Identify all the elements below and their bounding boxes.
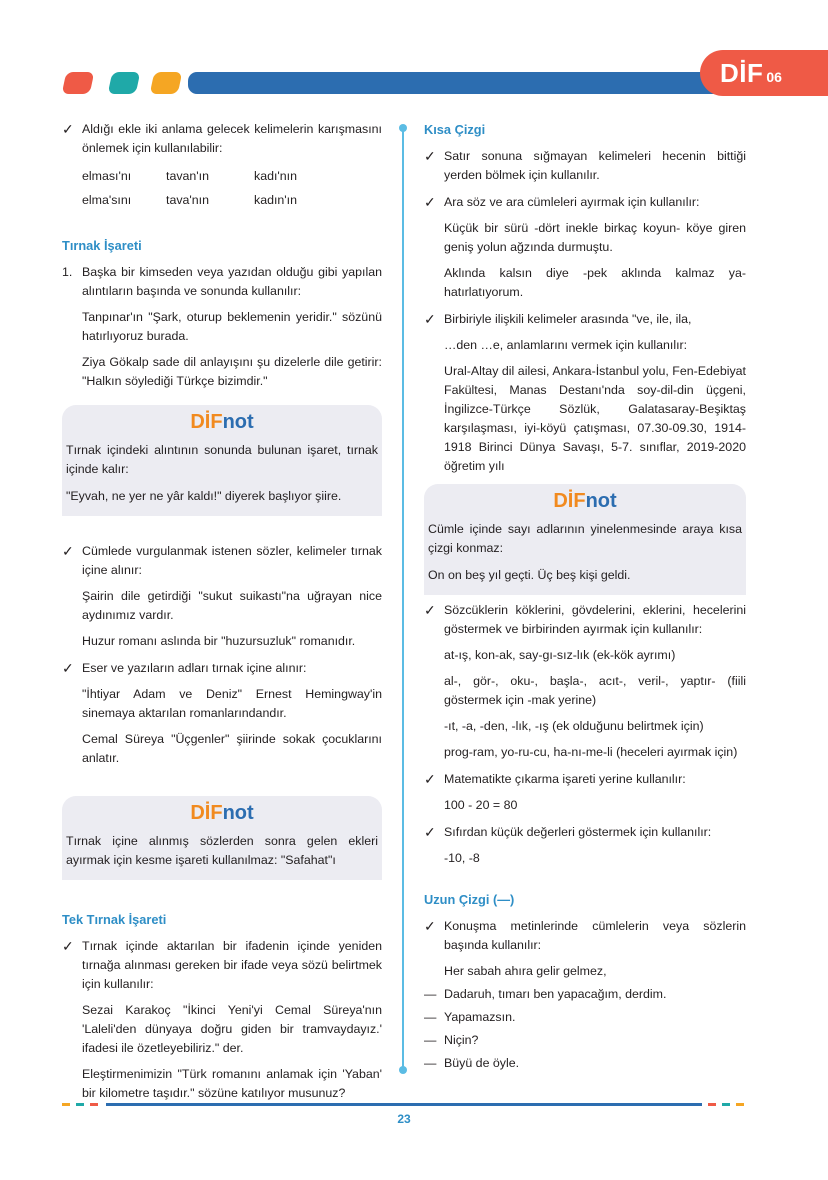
check-icon: ✓ xyxy=(62,938,74,954)
footer-line xyxy=(106,1103,702,1106)
example-text: -ıt, -a, -den, -lık, -ış (ek olduğunu belirtmek için) xyxy=(444,719,704,733)
table-cell: tavan'ın xyxy=(166,168,210,183)
example-text: Huzur romanı aslında bir "huzursuzluk" romanıdır. xyxy=(82,634,356,648)
bullet-item xyxy=(424,917,746,955)
example-text: at-ış, kon-ak, say-gı-sız-lık (ek-kök ayrımı) xyxy=(444,648,676,662)
example-text: 100 - 20 = 80 xyxy=(444,798,518,812)
check-icon: ✓ xyxy=(424,194,436,210)
header-dot-orange xyxy=(150,72,183,94)
example-text: Küçük bir sürü -dört inekle birkaç koyun- köye giren geniş yolun ağzında durmuştu. xyxy=(444,221,746,254)
bullet-item xyxy=(62,937,382,994)
bullet-text: Ara söz ve ara cümleleri ayırmak için kullanılır: xyxy=(444,195,700,209)
section-heading-kisa-cizgi: Kısa Çizgi xyxy=(424,122,486,137)
example-text: …den …e, anlamlarını vermek için kullanılır: xyxy=(444,338,688,352)
brand-badge xyxy=(700,50,828,96)
check-icon: ✓ xyxy=(62,121,74,137)
check-icon: ✓ xyxy=(424,602,436,618)
check-icon: ✓ xyxy=(424,918,436,934)
bullet-text: Eser ve yazıların adları tırnak içine alınır: xyxy=(82,661,307,675)
bullet-text: Sözcüklerin köklerini, gövdelerini, eklerini, hecelerini göstermek ve birbirinden ayırmak için kullanılır: xyxy=(444,603,746,636)
brand-title: DİF xyxy=(720,57,764,88)
table-cell: elma'sını xyxy=(82,192,132,207)
bullet-text: Konuşma metinlerinde cümlelerin veya sözlerin başında kullanılır: xyxy=(444,919,746,952)
note-example: On on beş yıl geçti. Üç beş kişi geldi. xyxy=(428,568,631,582)
bullet-item xyxy=(424,310,746,329)
divider-dot-top xyxy=(399,124,407,132)
table-cell: tava'nın xyxy=(166,192,210,207)
footer-accent-red xyxy=(708,1103,716,1106)
example-text: Eleştirmenimizin "Türk romanını anlamak için 'Yaban' bir kilometre taşıdır." sözüne katılıyor musunuz? xyxy=(82,1067,382,1100)
divider-dot-bottom xyxy=(399,1066,407,1074)
table-cell: elması'nı xyxy=(82,168,132,183)
dash-mark: — xyxy=(424,1010,437,1024)
dialog-line xyxy=(424,1008,746,1027)
example-text: Ziya Gökalp sade dil anlayışını şu dizelerle dile getirir: "Halkın söylediği Türkçe bizimdir." xyxy=(82,355,382,388)
check-icon: ✓ xyxy=(424,824,436,840)
bullet-text: Matematikte çıkarma işareti yerine kullanılır: xyxy=(444,772,686,786)
table-cell: kadı'nın xyxy=(254,168,298,183)
footer-accent-orange xyxy=(62,1103,70,1106)
dif-note-logo: DİFnot xyxy=(553,490,617,512)
column-divider xyxy=(402,126,404,1070)
dif-note-box xyxy=(424,484,746,595)
bullet-item xyxy=(62,542,382,580)
table-cell: kadın'ın xyxy=(254,192,298,207)
brand-number: 06 xyxy=(766,69,782,85)
footer-accent-teal xyxy=(722,1103,730,1106)
check-icon: ✓ xyxy=(424,148,436,164)
table-row xyxy=(82,164,382,188)
example-text: Şairin dile getirdiği "sukut suikastı"na uğrayan nice aydınımız vardır. xyxy=(82,589,382,622)
dialog-text: Dadaruh, tımarı ben yapacağım, derdim. xyxy=(444,987,667,1001)
bullet-text: Cümlede vurgulanmak istenen sözler, kelimeler tırnak içine alınır: xyxy=(82,544,382,577)
dash-mark: — xyxy=(424,987,437,1001)
section-heading-tirnak: Tırnak İşareti xyxy=(62,238,142,253)
footer-accent-orange xyxy=(736,1103,744,1106)
example-text: Tanpınar'ın "Şark, oturup beklemenin yeridir." sözünü hatırlıyoruz burada. xyxy=(82,310,382,343)
example-table xyxy=(62,164,382,212)
example-text: -10, -8 xyxy=(444,851,480,865)
check-icon: ✓ xyxy=(424,311,436,327)
dialog-line xyxy=(424,1054,746,1073)
item-text: Başka bir kimseden veya yazıdan olduğu gibi yapılan alıntıların başında ve sonunda kullanılır: xyxy=(82,265,382,298)
bullet-text: Birbiriyle ilişkili kelimeler arasında "ve, ile, ila, xyxy=(444,312,692,326)
example-text: Sezai Karakoç "İkinci Yeni'yi Cemal Süreya'nın 'Laleli'den dünyaya doğru giden bir tramvaydayız.' ifadesi ile özetleyebiliriz." der. xyxy=(82,1003,382,1055)
note-text: Cümle içinde sayı adlarının yinelenmesinde araya kısa çizgi konmaz: xyxy=(428,522,742,555)
dialog-line xyxy=(424,1031,746,1050)
check-icon: ✓ xyxy=(424,771,436,787)
header-bar xyxy=(188,72,748,94)
header-dot-red xyxy=(62,72,95,94)
left-column xyxy=(62,120,382,1103)
footer-accent-teal xyxy=(76,1103,84,1106)
dialog-text: Yapamazsın. xyxy=(444,1010,516,1024)
bullet-text: Tırnak içinde aktarılan bir ifadenin içinde yeniden tırnağa alınması gereken bir ifade veya sözü belirtmek için kullanılır: xyxy=(82,939,382,991)
example-text: prog-ram, yo-ru-cu, ha-nı-me-li (heceleri ayırmak için) xyxy=(444,745,738,759)
item-number: 1. xyxy=(62,265,73,279)
bullet-text: Sıfırdan küçük değerleri göstermek için kullanılır: xyxy=(444,825,712,839)
dash-mark: — xyxy=(424,1033,437,1047)
dif-note-logo: DİFnot xyxy=(190,411,254,433)
example-text: Her sabah ahıra gelir gelmez, xyxy=(444,964,607,978)
bullet-text: Aldığı ekle iki anlama gelecek kelimelerin karışmasını önlemek için kullanılabilir: xyxy=(82,122,382,155)
check-icon: ✓ xyxy=(62,660,74,676)
dialog-text: Niçin? xyxy=(444,1033,479,1047)
bullet-item xyxy=(424,147,746,185)
bullet-text: Satır sonuna sığmayan kelimeleri hecenin bittiği yerden bölmek için kullanılır. xyxy=(444,149,746,182)
section-heading-tek-tirnak: Tek Tırnak İşareti xyxy=(62,912,167,927)
example-text: Aklında kalsın diye -pek aklında kalmaz ya- hatırlatıyorum. xyxy=(444,266,746,299)
dialog-line xyxy=(424,985,746,1004)
bullet-item xyxy=(62,659,382,678)
note-text: Tırnak içindeki alıntının sonunda bulunan işaret, tırnak içinde kalır: xyxy=(66,443,378,476)
right-column xyxy=(424,120,746,1073)
table-row xyxy=(82,188,382,212)
example-text: Ural-Altay dil ailesi, Ankara-İstanbul yolu, Fen-Edebiyat Fakültesi, Manas Destanı'nda soy-dil-din üçgeni, İngilizce-Türkçe Sözlük, Galatasaray-Beşiktaş karşılaşması, iyi-köyü çatışması, 07.30-09.30, 1914-1918 Birinci Dünya Savaşı, 5-7. sınıflar, 2019-2020 öğretim yılı xyxy=(444,364,746,473)
dialog-text: Büyü de öyle. xyxy=(444,1056,520,1070)
bullet-item xyxy=(62,120,382,158)
check-icon: ✓ xyxy=(62,543,74,559)
dif-note-box xyxy=(62,405,382,516)
example-text: al-, gör-, oku-, başla-, acıt-, veril-, yaptır- (fiili göstermek için -mak yerine) xyxy=(444,674,746,707)
dif-note-box xyxy=(62,796,382,880)
note-text: Tırnak içine alınmış sözlerden sonra gelen ekleri ayırmak için kesme işareti kullanılmaz: "Safahat"ı xyxy=(66,834,378,867)
example-text: Cemal Süreya "Üçgenler" şiirinde sokak çocuklarını anlatır. xyxy=(82,732,382,765)
dif-note-logo: DİFnot xyxy=(190,802,254,824)
section-heading-uzun-cizgi: Uzun Çizgi (—) xyxy=(424,892,515,907)
bullet-item xyxy=(424,823,746,842)
numbered-item xyxy=(62,263,382,301)
note-example: "Eyvah, ne yer ne yâr kaldı!" diyerek başlıyor şiire. xyxy=(66,489,342,503)
dash-mark: — xyxy=(424,1056,437,1070)
bullet-item xyxy=(424,193,746,212)
header-dot-teal xyxy=(108,72,141,94)
page-number: 23 xyxy=(397,1112,411,1126)
footer-accent-red xyxy=(90,1103,98,1106)
example-text: "İhtiyar Adam ve Deniz" Ernest Hemingway'in sinemaya aktarılan romanlarındandır. xyxy=(82,687,382,720)
bullet-item xyxy=(424,770,746,789)
bullet-item xyxy=(424,601,746,639)
